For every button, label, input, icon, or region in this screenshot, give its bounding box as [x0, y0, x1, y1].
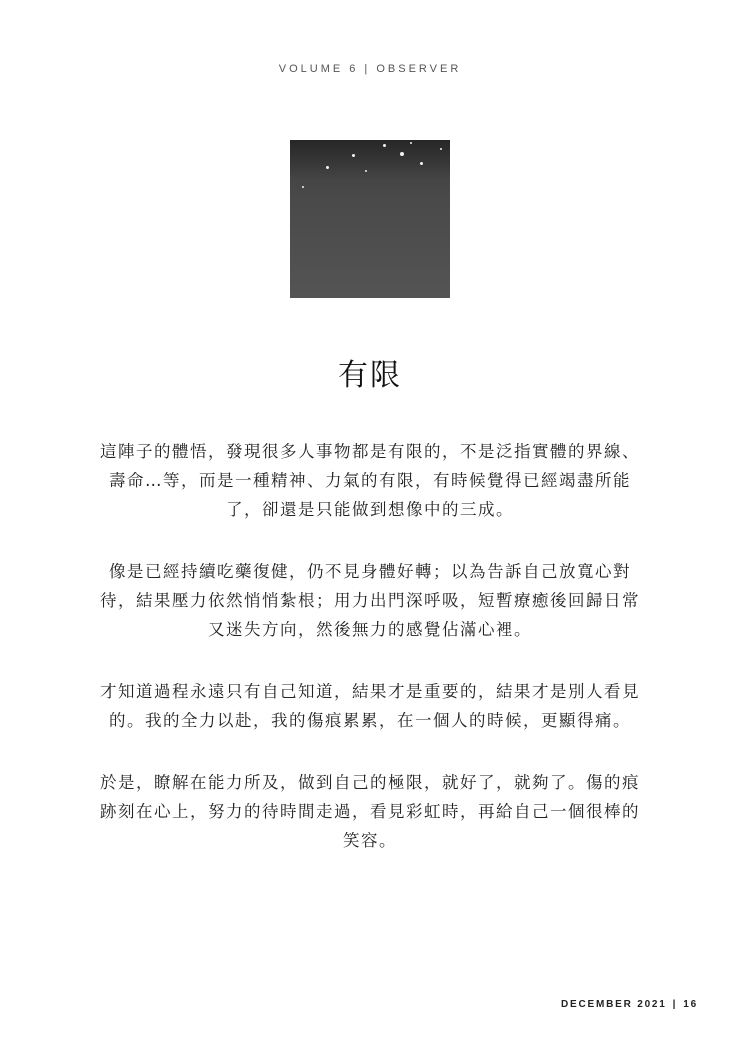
light-spark [383, 144, 386, 147]
page-number: 16 [683, 999, 698, 1010]
light-spark [400, 152, 404, 156]
article-paragraph: 於是，瞭解在能力所及，做到自己的極限，就好了，就夠了。傷的痕跡刻在心上，努力的待時間走過，看見彩虹時，再給自己一個很棒的笑容。 [100, 773, 640, 850]
page-footer [561, 999, 698, 1010]
article-paragraph: 像是已經持續吃藥復健，仍不見身體好轉；以為告訴自己放寬心對待，結果壓力依然悄悄紮根；用力出門深呼吸，短暫療癒後回歸日常又迷失方向，然後無力的感覺佔滿心裡。 [100, 562, 640, 639]
footer-separator: | [672, 999, 678, 1010]
photo-shadow [290, 140, 450, 180]
article-body [100, 437, 640, 888]
light-spark [365, 170, 367, 172]
light-spark [410, 142, 412, 144]
light-spark [420, 162, 423, 165]
article-paragraph: 才知道過程永遠只有自己知道，結果才是重要的，結果才是別人看見的。我的全力以赴，我的傷痕累累，在一個人的時候，更顯得痛。 [100, 682, 640, 730]
light-spark [302, 186, 304, 188]
light-spark [352, 154, 355, 157]
light-spark [326, 166, 329, 169]
article-paragraph: 這陣子的體悟，發現很多人事物都是有限的，不是泛指實體的界線、壽命…等，而是一種精神、力氣的有限，有時候覺得已經竭盡所能了，卻還是只能做到想像中的三成。 [100, 442, 640, 519]
article-title: 有限 [338, 358, 402, 393]
issue-date: DECEMBER 2021 [561, 999, 667, 1010]
running-header: VOLUME 6 | OBSERVER [278, 63, 462, 75]
light-spark [440, 148, 442, 150]
night-sparks-photo [290, 140, 450, 298]
